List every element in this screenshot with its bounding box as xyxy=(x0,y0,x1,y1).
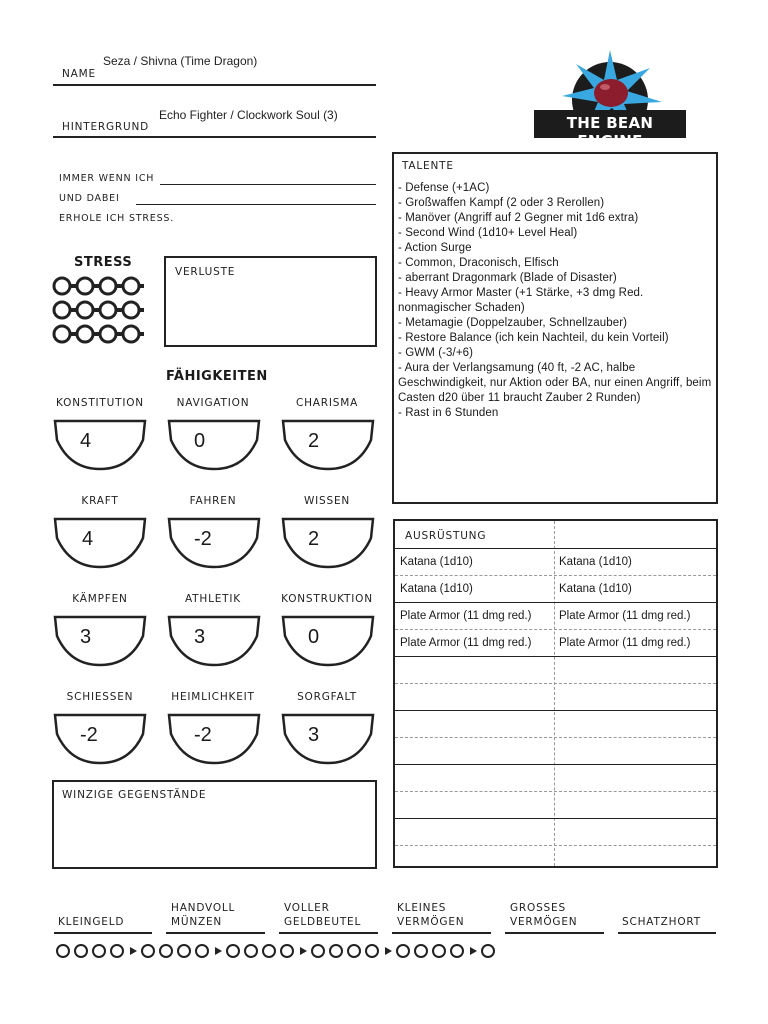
ability-value[interactable]: 4 xyxy=(80,430,92,452)
coin-checkbox[interactable] xyxy=(262,944,276,958)
wealth-level-label: KLEINGELD xyxy=(58,916,125,928)
equipment-slot[interactable]: Katana (1d10) xyxy=(559,583,632,595)
coin-checkbox[interactable] xyxy=(311,944,325,958)
ability-box[interactable] xyxy=(280,516,376,570)
stress-circles[interactable] xyxy=(52,276,152,348)
trigger-line3: ERHOLE ICH STRESS. xyxy=(59,213,175,224)
coin-checkbox[interactable] xyxy=(450,944,464,958)
coin-checkbox[interactable] xyxy=(481,944,495,958)
ability-label: SORGFALT xyxy=(297,691,357,703)
arrow-right-icon xyxy=(300,947,307,955)
losses-box[interactable] xyxy=(164,256,377,347)
table-row[interactable] xyxy=(395,630,716,657)
equipment-slot[interactable]: Katana (1d10) xyxy=(400,556,473,568)
talent-item: - Manöver (Angriff auf 2 Gegner mit 1d6 extra) xyxy=(398,212,639,224)
background-label: HINTERGRUND xyxy=(62,121,150,133)
wealth-level-label: MÜNZEN xyxy=(171,916,223,928)
talent-item: - GWM (-3/+6) xyxy=(398,347,474,359)
equipment-slot[interactable]: Plate Armor (11 dmg red.) xyxy=(559,637,691,649)
ability-label: KRAFT xyxy=(81,495,119,507)
ability-box[interactable] xyxy=(166,712,262,766)
ability-value[interactable]: 0 xyxy=(308,626,320,648)
ability-box-shape xyxy=(52,516,148,570)
ability-label: ATHLETIK xyxy=(185,593,241,605)
wealth-level-line1: HANDVOLL xyxy=(171,902,236,914)
coin-checkbox[interactable] xyxy=(396,944,410,958)
coin-checkbox[interactable] xyxy=(195,944,209,958)
coin-checkbox[interactable] xyxy=(226,944,240,958)
coin-checkbox[interactable] xyxy=(159,944,173,958)
table-row[interactable] xyxy=(395,843,716,869)
ability-value[interactable]: 3 xyxy=(194,626,206,648)
ability-box[interactable] xyxy=(280,418,376,472)
table-row[interactable] xyxy=(395,792,716,819)
ability-box-shape xyxy=(52,614,148,668)
coin-checkbox[interactable] xyxy=(74,944,88,958)
coin-checkbox[interactable] xyxy=(280,944,294,958)
talent-item: - Second Wind (1d10+ Level Heal) xyxy=(398,227,578,239)
ability-value[interactable]: -2 xyxy=(194,528,212,550)
coin-checkbox[interactable] xyxy=(92,944,106,958)
ability-box-shape xyxy=(280,516,376,570)
ability-box-shape xyxy=(52,712,148,766)
ability-value[interactable]: -2 xyxy=(80,724,98,746)
ability-box[interactable] xyxy=(52,614,148,668)
equipment-slot[interactable]: Katana (1d10) xyxy=(400,583,473,595)
talent-item: - Action Surge xyxy=(398,242,472,254)
table-row[interactable] xyxy=(395,738,716,765)
ability-box[interactable] xyxy=(52,418,148,472)
equipment-slot[interactable]: Katana (1d10) xyxy=(559,556,632,568)
ability-value[interactable]: 0 xyxy=(194,430,206,452)
ability-box[interactable] xyxy=(166,614,262,668)
background-value[interactable]: Echo Fighter / Clockwork Soul (3) xyxy=(159,108,338,122)
ability-label: CHARISMA xyxy=(295,397,359,409)
wealth-underline xyxy=(54,932,152,934)
name-underline xyxy=(53,84,376,86)
ability-label: NAVIGATION xyxy=(176,397,250,409)
equipment-table[interactable] xyxy=(393,519,718,868)
table-row[interactable] xyxy=(395,576,716,603)
wealth-level-line1: KLEINES xyxy=(397,902,447,914)
ability-value[interactable]: 4 xyxy=(82,528,94,550)
stress-track[interactable] xyxy=(52,276,152,348)
coin-checkbox[interactable] xyxy=(244,944,258,958)
talent-item: - Common, Draconisch, Elfisch xyxy=(398,257,559,269)
ability-label: FAHREN xyxy=(189,495,237,507)
stress-heading: STRESS xyxy=(74,255,133,270)
coin-checkbox[interactable] xyxy=(110,944,124,958)
trigger-line2-blank[interactable] xyxy=(136,204,376,205)
abilities-heading: FÄHIGKEITEN xyxy=(166,369,268,384)
table-row[interactable] xyxy=(395,657,716,684)
arrow-right-icon xyxy=(385,947,392,955)
coin-checkbox[interactable] xyxy=(141,944,155,958)
ability-label: WISSEN xyxy=(303,495,351,507)
name-value[interactable]: Seza / Shivna (Time Dragon) xyxy=(103,54,258,68)
bean-engine-logo xyxy=(532,46,688,150)
talent-item: - Metamagie (Doppelzauber, Schnellzauber) xyxy=(398,317,628,329)
coin-checkbox[interactable] xyxy=(432,944,446,958)
trigger-line2: UND DABEI xyxy=(59,193,120,204)
ability-box[interactable] xyxy=(280,614,376,668)
ability-box[interactable] xyxy=(166,516,262,570)
background-underline xyxy=(53,136,376,138)
equipment-slot[interactable]: Plate Armor (11 dmg red.) xyxy=(400,637,532,649)
logo-text: THE BEAN ENGINE xyxy=(566,114,654,150)
losses-label: VERLUSTE xyxy=(175,266,236,278)
ability-label: SCHIESSEN xyxy=(66,691,134,703)
name-label: NAME xyxy=(62,68,96,80)
ability-box[interactable] xyxy=(52,712,148,766)
arrow-right-icon xyxy=(130,947,137,955)
equipment-slot[interactable]: Plate Armor (11 dmg red.) xyxy=(400,610,532,622)
coin-checkbox[interactable] xyxy=(56,944,70,958)
tiny-items-box[interactable] xyxy=(52,780,377,869)
wealth-level-label: SCHATZHORT xyxy=(622,916,701,928)
ability-label: KÄMPFEN xyxy=(72,593,128,605)
ability-box-shape xyxy=(166,516,262,570)
arrow-right-icon xyxy=(470,947,477,955)
equipment-slot[interactable]: Plate Armor (11 dmg red.) xyxy=(559,610,691,622)
ability-label: KONSTRUKTION xyxy=(281,593,373,605)
ability-label: KONSTITUTION xyxy=(56,397,144,409)
wealth-level-label: GELDBEUTEL xyxy=(284,916,362,928)
arrow-right-icon xyxy=(215,947,222,955)
wealth-coins[interactable] xyxy=(56,944,499,958)
talent-item: - Heavy Armor Master (+1 Stärke, +3 dmg Red. nonmagischer Schaden) xyxy=(398,287,644,314)
wealth-underline xyxy=(505,932,604,934)
ability-value[interactable]: -2 xyxy=(194,724,212,746)
talent-item: - Aura der Verlangsamung (40 ft, -2 AC, halbe Geschwindigkeit, nur Aktion oder BA, nur einen Angriff, beim Casten d20 über 11 braucht Zauber 2 Runden) xyxy=(398,362,712,404)
wealth-level-line1: GROSSES xyxy=(510,902,566,914)
ability-box-shape xyxy=(166,418,262,472)
talents-list[interactable] xyxy=(398,181,714,421)
wealth-underline xyxy=(618,932,716,934)
table-row[interactable] xyxy=(395,684,716,711)
table-row[interactable] xyxy=(395,711,716,738)
table-row[interactable] xyxy=(395,819,716,846)
table-row[interactable] xyxy=(395,765,716,792)
coin-checkbox[interactable] xyxy=(347,944,361,958)
ability-box-shape xyxy=(52,418,148,472)
equipment-label: AUSRÜSTUNG xyxy=(405,530,487,542)
talent-item: - Großwaffen Kampf (2 oder 3 Rerollen) xyxy=(398,197,605,209)
wealth-level-line1: VOLLER xyxy=(284,902,330,914)
ability-value[interactable]: 2 xyxy=(308,528,320,550)
ability-box-shape xyxy=(166,712,262,766)
wealth-underline xyxy=(166,932,265,934)
ability-box[interactable] xyxy=(52,516,148,570)
trigger-line1-blank[interactable] xyxy=(160,184,376,185)
ability-box-shape xyxy=(280,712,376,766)
table-row[interactable] xyxy=(395,603,716,630)
ability-box-shape xyxy=(166,614,262,668)
ability-value[interactable]: 3 xyxy=(308,724,320,746)
wealth-level-label: VERMÖGEN xyxy=(397,916,465,928)
talent-item: - Restore Balance (ich kein Nachteil, du kein Vorteil) xyxy=(398,332,669,344)
ability-box[interactable] xyxy=(280,712,376,766)
ability-value[interactable]: 2 xyxy=(308,430,320,452)
wealth-level-label: VERMÖGEN xyxy=(510,916,578,928)
wealth-underline xyxy=(392,932,491,934)
talent-item: - aberrant Dragonmark (Blade of Disaster) xyxy=(398,272,617,284)
ability-value[interactable]: 3 xyxy=(80,626,92,648)
ability-box-shape xyxy=(280,614,376,668)
ability-box[interactable] xyxy=(166,418,262,472)
ability-label: HEIMLICHKEIT xyxy=(171,691,255,703)
talent-item: - Defense (+1AC) xyxy=(398,182,490,194)
talent-item: - Rast in 6 Stunden xyxy=(398,407,499,419)
wealth-underline xyxy=(279,932,378,934)
coin-checkbox[interactable] xyxy=(365,944,379,958)
tiny-items-label: WINZIGE GEGENSTÄNDE xyxy=(62,789,207,801)
table-row[interactable] xyxy=(395,549,716,576)
coin-checkbox[interactable] xyxy=(177,944,191,958)
trigger-line1: IMMER WENN ICH xyxy=(59,173,155,184)
talents-label: TALENTE xyxy=(402,160,454,172)
coin-checkbox[interactable] xyxy=(329,944,343,958)
coin-checkbox[interactable] xyxy=(414,944,428,958)
ability-box-shape xyxy=(280,418,376,472)
